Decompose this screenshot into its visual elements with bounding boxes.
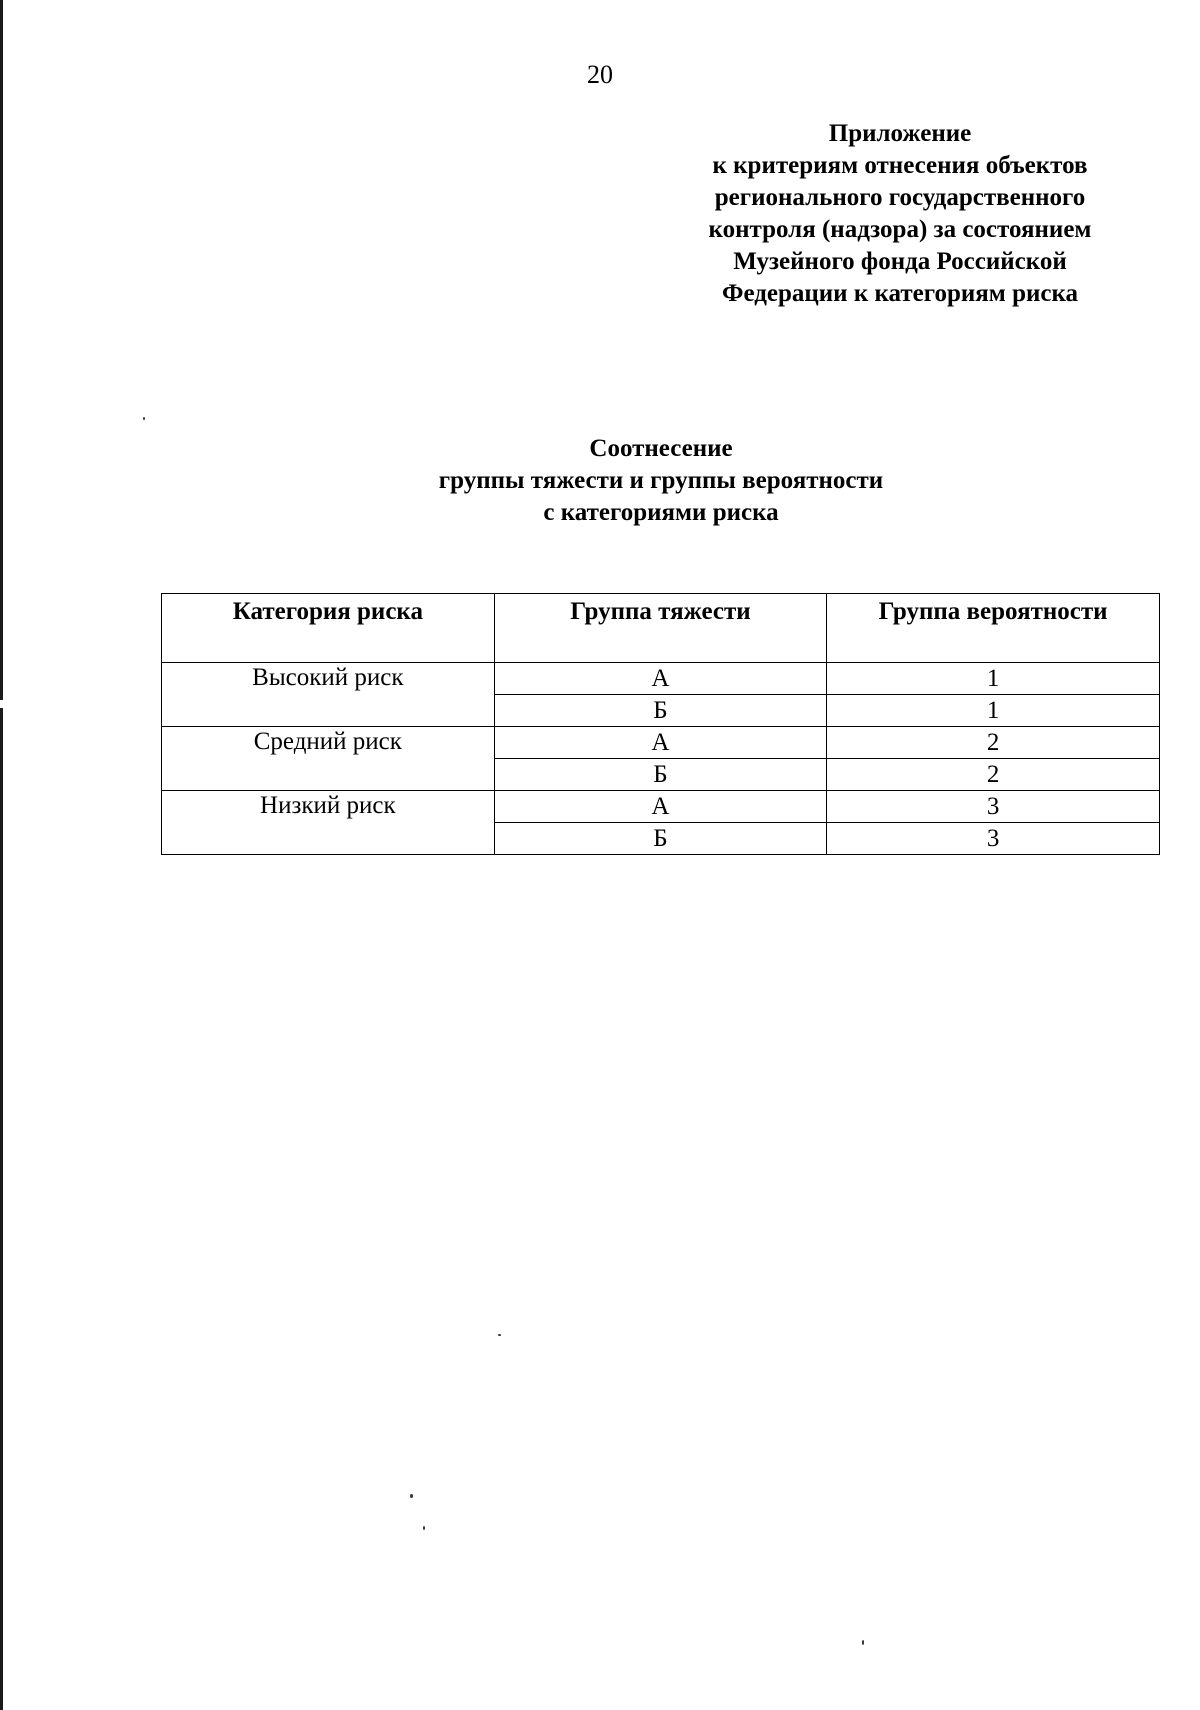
table-row [162,791,1160,823]
table-row [162,663,1160,695]
scan-speck [423,1526,425,1530]
scan-speck [143,417,145,420]
severity-cell: Б [494,759,827,791]
probability-cell: 1 [827,695,1160,727]
probability-cell: 2 [827,759,1160,791]
risk-category-cell: Средний риск [162,727,495,791]
title-line: группы тяжести и группы вероятности [438,467,884,494]
page-number: 20 [587,60,613,89]
scan-speck [862,1640,864,1645]
severity-cell: А [494,791,827,823]
header-severity-group: Группа тяжести [494,594,827,663]
title-line: с категориями риска [543,499,779,526]
severity-cell: А [494,663,827,695]
scan-left-edge [0,0,3,1710]
severity-cell: А [494,727,827,759]
probability-cell: 3 [827,791,1160,823]
header-probability-group: Группа вероятности [827,594,1160,663]
table-row [162,727,1160,759]
appendix-line: регионального государственного [714,184,1086,211]
risk-category-table [161,593,1160,855]
risk-category-cell: Низкий риск [162,791,495,855]
severity-cell: Б [494,695,827,727]
severity-cell: Б [494,823,827,855]
probability-cell: 3 [827,823,1160,855]
appendix-line: контроля (надзора) за состоянием [708,216,1092,243]
document-title [0,433,1200,529]
probability-cell: 1 [827,663,1160,695]
appendix-heading [660,118,1140,310]
appendix-line: Федерации к категориям риска [721,280,1079,307]
scan-speck [498,1334,501,1336]
probability-cell: 2 [827,727,1160,759]
title-line: Соотнесение [589,435,733,462]
header-risk-category: Категория риска [162,594,495,663]
appendix-line: к критериям отнесения объектов [712,152,1088,179]
risk-category-cell: Высокий риск [162,663,495,727]
scan-speck [410,1494,413,1498]
appendix-line: Музейного фонда Российской [733,248,1067,275]
table-header-row [162,594,1160,663]
appendix-line: Приложение [828,120,972,147]
